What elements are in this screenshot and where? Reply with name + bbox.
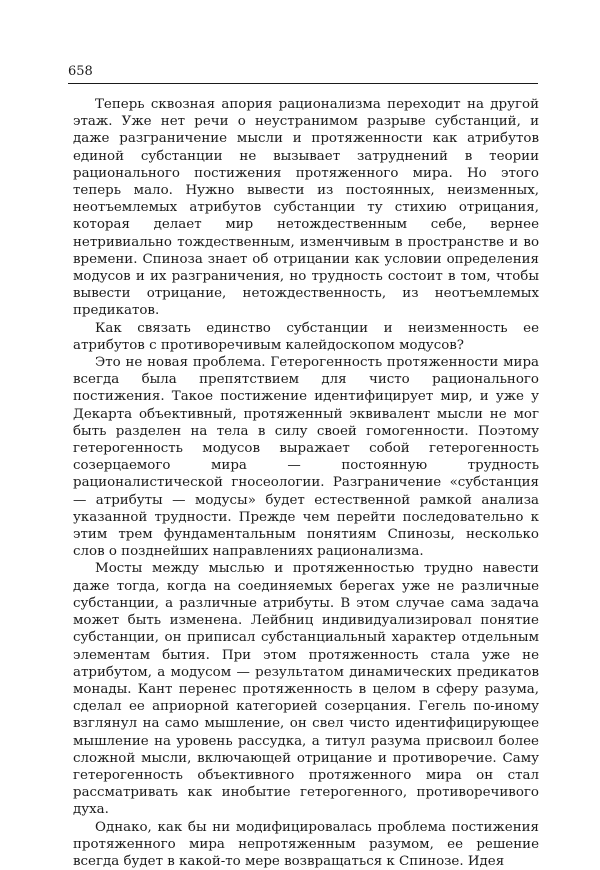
- paragraph-4: Мосты между мыслью и протяженностью трудно навести даже тогда, когда на соединяемых берегах уже не различные субстанции, а различные атрибуты. В этом случае сама задача может быть изменена. Лейбниц индивидуализировал понятие субстанции, он приписал субстанциальный характер отдельным элементам бытия. При этом протяженность стала уже не атрибутом, а модусом — результатом динамических предикатов монады. Кант перенес протяженность в целом в сферу разума, сделал ее априорной категорией созерцания. Гегель по-иному взглянул на само мышление, он свел чисто идентифицирующее мышление на уровень рассудка, а титул разума присвоил более сложной мысли, включающей отрицание и противоречие. Саму гетерогенность объективного протяженного мира он стал рассматривать как инобытие гетерогенного, противоречивого духа.: [73, 561, 539, 818]
- body-text: [73, 96, 539, 870]
- paragraph-3: Это не новая проблема. Гетерогенность протяженности мира всегда была препятствием для чисто рационального постижения. Такое постижение идентифицирует мир, и уже у Декарта объективный, протяженный эквивалент мысли не мог быть разделен на тела в силу своей гомогенности. Поэтому гетерогенность модусов выражает собой гетерогенность созерцаемого мира — постоянную трудность рационалистической гносеологии. Разграничение «субстанция — атрибуты — модусы» будет естественной рамкой анализа указанной трудности. Прежде чем перейти последовательно к этим трем фундаментальным понятиям Спинозы, несколько слов о позднейших направлениях рационализма.: [73, 355, 539, 560]
- header-rule: [68, 83, 538, 84]
- paragraph-1: Теперь сквозная апория рационализма переходит на другой этаж. Уже нет речи о неустранимом разрыве субстанций, и даже разграничение мысли и протяженности как атрибутов единой субстанции не вызывает затруднений в теории рационального постижения протяженного мира. Но этого теперь мало. Нужно вывести из постоянных, неизменных, неотъемлемых атрибутов субстанции ту стихию отрицания, которая делает мир нетождественным себе, вернее нетривиально тождественным, изменчивым в пространстве и во времени. Спиноза знает об отрицании как условии определения модусов и их разграничения, но трудность состоит в том, чтобы вывести отрицание, нетождественность, из неотъемлемых предикатов.: [73, 97, 539, 319]
- page-number: 658: [68, 64, 93, 79]
- paragraph-2: Как связать единство субстанции и неизменность ее атрибутов с противоречивым калейдоскопом модусов?: [73, 320, 539, 353]
- paragraph-5: Однако, как бы ни модифицировалась проблема постижения протяженного мира непротяженным разумом, ее решение всегда будет в какой-то мере возвращаться к Спинозе. Идея: [73, 819, 539, 869]
